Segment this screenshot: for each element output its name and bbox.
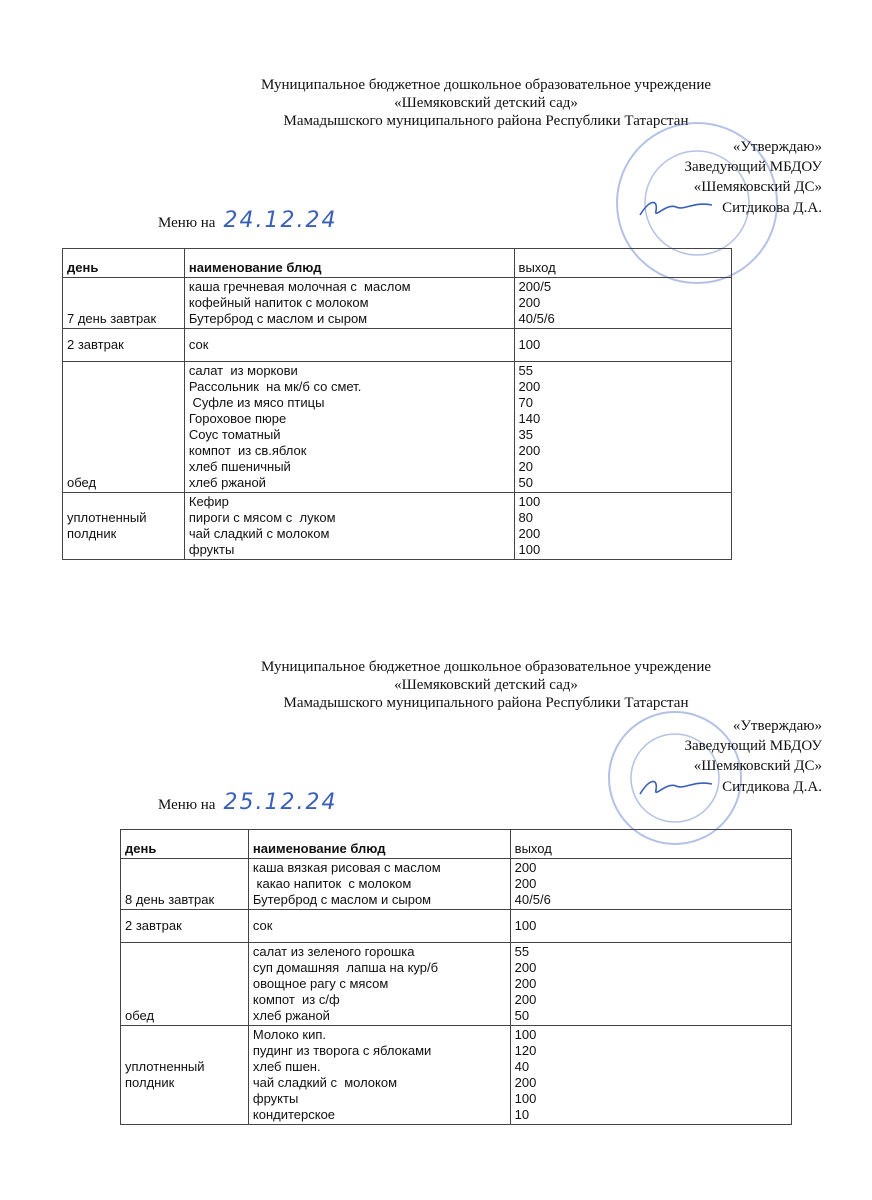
dish-item: Молоко кип.: [252, 1027, 327, 1042]
yield-item: 100: [514, 918, 537, 933]
dish-item: суп домашняя лапша на кур/б: [252, 960, 439, 975]
menu-table-1: [62, 248, 732, 560]
yield-item: 55: [518, 363, 534, 378]
yield-item: 55: [514, 944, 530, 959]
dish-item: чай сладкий с молоком: [188, 526, 330, 541]
dish-item: салат из моркови: [188, 363, 298, 378]
dish-item: кофейный напиток с молоком: [188, 295, 369, 310]
approval-block-2: [636, 716, 822, 798]
yield-item: 200: [514, 860, 537, 875]
dish-item: кондитерское: [252, 1107, 336, 1122]
menu-label: Меню на: [158, 215, 216, 231]
meal-cell: 8 день завтрак: [121, 859, 249, 910]
col-yield-header: выход: [514, 249, 731, 278]
yield-item: 200: [514, 960, 537, 975]
meal-cell: уплотненный полдник: [121, 1026, 249, 1125]
dish-cell: [248, 859, 510, 910]
meal-cell: 2 завтрак: [121, 910, 249, 943]
org-header-2: [0, 658, 872, 712]
yield-item: 140: [518, 411, 541, 426]
approval-position: Заведующий МБДОУ: [684, 159, 822, 175]
yield-item: 40/5/6: [518, 311, 555, 326]
signer-name: Ситдикова Д.А.: [722, 779, 822, 795]
menu-table-2: [120, 829, 792, 1125]
menu-date-row-1: [158, 208, 337, 233]
yield-cell: [514, 362, 731, 493]
dish-item: салат из зеленого горошка: [252, 944, 415, 959]
dish-item: пудинг из творога с яблоками: [252, 1043, 432, 1058]
yield-cell: [510, 1026, 791, 1125]
dish-item: Рассольник на мк/б со смет.: [188, 379, 362, 394]
dish-item: чай сладкий с молоком: [252, 1075, 398, 1090]
dish-item: Бутерброд с маслом и сыром: [252, 892, 432, 907]
yield-cell: [514, 493, 731, 560]
table-row: [63, 329, 732, 362]
yield-item: 70: [518, 395, 534, 410]
yield-item: 100: [514, 1091, 537, 1106]
dish-item: каша вязкая рисовая с маслом: [252, 860, 441, 875]
menu-date-row-2: [158, 790, 337, 815]
col-dish-header: наименование блюд: [184, 249, 514, 278]
org-name-line3: Мамадышского муниципального района Республики Татарстан: [283, 695, 689, 711]
dish-item: Бутерброд с маслом и сыром: [188, 311, 368, 326]
col-dish-header: наименование блюд: [248, 830, 510, 859]
dish-item: Соус томатный: [188, 427, 281, 442]
dish-cell: [184, 362, 514, 493]
yield-item: 200: [518, 379, 541, 394]
yield-item: 40: [514, 1059, 530, 1074]
menu-date: 24.12.24: [223, 208, 338, 233]
approval-block-1: [636, 137, 822, 219]
yield-item: 200: [518, 526, 541, 541]
org-name-line1: Муниципальное бюджетное дошкольное образовательное учреждение: [261, 77, 711, 93]
table-row: [121, 910, 792, 943]
dish-item: компот из св.яблок: [188, 443, 307, 458]
yield-item: 200: [514, 876, 537, 891]
yield-item: 50: [514, 1008, 530, 1023]
table-row: [63, 278, 732, 329]
dish-item: каша гречневая молочная с маслом: [188, 279, 411, 294]
dish-item: овощное рагу с мясом: [252, 976, 389, 991]
signature: [636, 197, 716, 219]
col-yield-header: выход: [510, 830, 791, 859]
dish-cell: [248, 910, 510, 943]
yield-item: 20: [518, 459, 534, 474]
yield-item: 200: [518, 443, 541, 458]
approval-org: «Шемяковский ДС»: [693, 758, 822, 774]
dish-item: фрукты: [252, 1091, 299, 1106]
dish-cell: [184, 329, 514, 362]
org-name-line1: Муниципальное бюджетное дошкольное образовательное учреждение: [261, 659, 711, 675]
meal-cell: 7 день завтрак: [63, 278, 185, 329]
yield-item: 40/5/6: [514, 892, 551, 907]
dish-item: хлеб ржаной: [188, 475, 266, 490]
col-day-header: день: [121, 830, 249, 859]
yield-item: 100: [518, 337, 541, 352]
table-row: [121, 1026, 792, 1125]
org-name-line2: «Шемяковский детский сад»: [394, 95, 578, 111]
yield-item: 200: [514, 976, 537, 991]
yield-item: 100: [518, 542, 541, 557]
yield-item: 35: [518, 427, 534, 442]
yield-item: 100: [514, 1027, 537, 1042]
yield-item: 120: [514, 1043, 537, 1058]
yield-item: 200/5: [518, 279, 552, 294]
yield-item: 10: [514, 1107, 530, 1122]
dish-cell: [248, 1026, 510, 1125]
table-row: [63, 362, 732, 493]
dish-item: сок: [188, 337, 209, 352]
table-header-row: [63, 249, 732, 278]
yield-item: 200: [518, 295, 541, 310]
menu-date: 25.12.24: [223, 790, 338, 815]
yield-item: 200: [514, 1075, 537, 1090]
approval-title: «Утверждаю»: [732, 718, 822, 734]
approval-org: «Шемяковский ДС»: [693, 179, 822, 195]
yield-cell: [514, 329, 731, 362]
yield-cell: [510, 943, 791, 1026]
yield-item: 200: [514, 992, 537, 1007]
menu-label: Меню на: [158, 797, 216, 813]
dish-item: фрукты: [188, 542, 235, 557]
dish-item: Суфле из мясо птицы: [188, 395, 325, 410]
dish-item: пироги с мясом с луком: [188, 510, 336, 525]
dish-cell: [184, 278, 514, 329]
table-header-row: [121, 830, 792, 859]
signer-name: Ситдикова Д.А.: [722, 200, 822, 216]
table-row: [121, 943, 792, 1026]
dish-item: Гороховое пюре: [188, 411, 287, 426]
org-name-line2: «Шемяковский детский сад»: [394, 677, 578, 693]
dish-item: Кефир: [188, 494, 229, 509]
dish-item: какао напиток с молоком: [252, 876, 412, 891]
meal-cell: уплотненный полдник: [63, 493, 185, 560]
signature: [636, 776, 716, 798]
table-row: [121, 859, 792, 910]
org-name-line3: Мамадышского муниципального района Республики Татарстан: [283, 113, 689, 129]
yield-cell: [510, 859, 791, 910]
col-day-header: день: [63, 249, 185, 278]
yield-item: 80: [518, 510, 534, 525]
meal-cell: обед: [63, 362, 185, 493]
dish-item: хлеб ржаной: [252, 1008, 330, 1023]
yield-item: 50: [518, 475, 534, 490]
dish-item: сок: [252, 918, 273, 933]
dish-item: хлеб пшеничный: [188, 459, 291, 474]
dish-item: хлеб пшен.: [252, 1059, 321, 1074]
meal-cell: обед: [121, 943, 249, 1026]
table-row: [63, 493, 732, 560]
dish-item: компот из с/ф: [252, 992, 340, 1007]
dish-cell: [248, 943, 510, 1026]
yield-cell: [510, 910, 791, 943]
yield-cell: [514, 278, 731, 329]
approval-position: Заведующий МБДОУ: [684, 738, 822, 754]
dish-cell: [184, 493, 514, 560]
yield-item: 100: [518, 494, 541, 509]
approval-title: «Утверждаю»: [732, 139, 822, 155]
meal-cell: 2 завтрак: [63, 329, 185, 362]
